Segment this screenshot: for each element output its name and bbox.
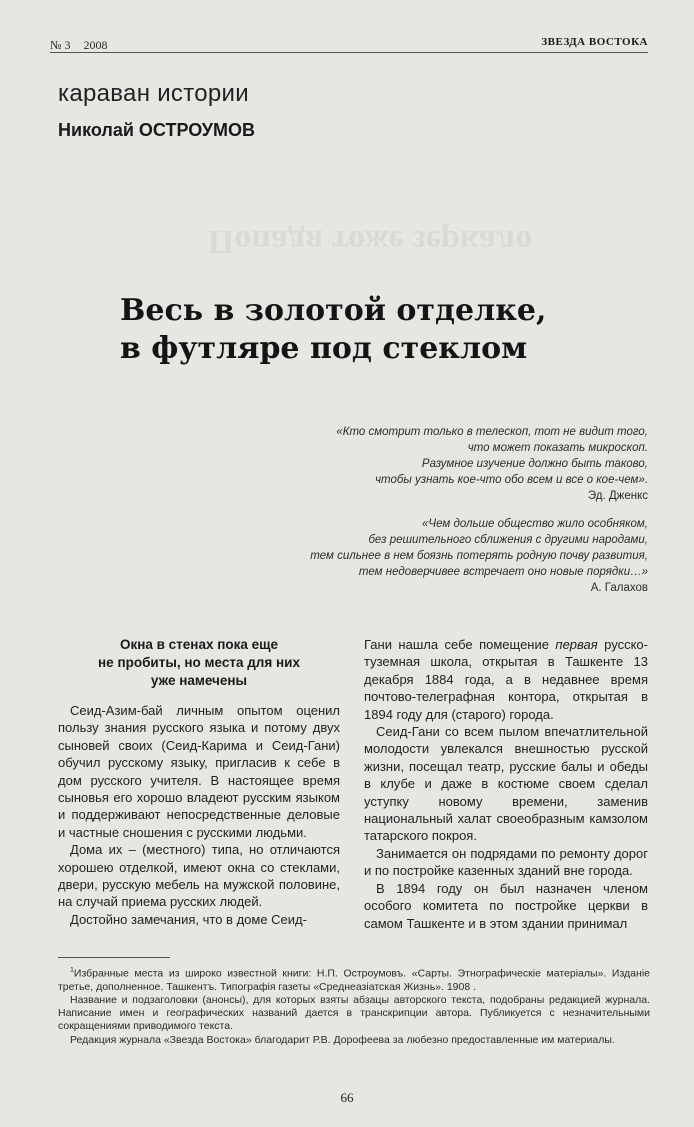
article-title (120, 292, 620, 368)
header-rule (50, 52, 648, 53)
title-line-1: Весь в золотой отделке, (120, 293, 547, 328)
epigraph-2 (228, 516, 648, 596)
title-line-2: в футляре под стеклом (120, 331, 528, 366)
epigraph-author: Эд. Дженкс (587, 490, 648, 502)
left-column (58, 636, 340, 928)
rubric: караван истории (58, 80, 249, 107)
text-run: Гани нашла себе помещение (364, 637, 556, 652)
footnote-rule (58, 957, 170, 958)
issue-year: 2008 (83, 38, 108, 52)
epigraph-line: Разумное изучение должно быть таково, (421, 458, 648, 470)
emphasis: первая (555, 637, 598, 652)
paragraph: Сеид-Азим-бай личным опытом оценил пользу знания русского языка и потому двух сыновей своих (Сеид-Карима и Сеид-Гани) обучил русскому языку, пригласив к себе в дом русского учителя. В настоящее время сыновья его хорошо владеют русским языком и поддерживают непосредственные деловые и частные сношения с русскими людьми. (58, 703, 340, 840)
epigraph-author: А. Галахов (590, 582, 648, 594)
page-number: 66 (340, 1090, 354, 1105)
footnotes (58, 964, 650, 1047)
subheading-line: не пробиты, но места для них (98, 655, 300, 670)
epigraph-line: что может показать микроскоп. (467, 442, 648, 454)
bleed-through-text: Попадя тоже зеркало (207, 223, 533, 260)
epigraph-line: без решительного сближения с другими народами, (368, 534, 648, 546)
paragraph: Занимается он подрядами по ремонту дорог и по постройке казенных зданий вне города. (364, 845, 648, 879)
epigraph-line: «Кто смотрит только в телескоп, тот не видит того, (336, 426, 648, 438)
paragraph: В 1894 году он был назначен членом особого комитета по постройке церкви в самом Ташкенте и в этом здании принимал (364, 880, 648, 931)
journal-name: ЗВЕЗДА ВОСТОКА (541, 36, 648, 48)
epigraph-line: чтобы узнать кое-что обо всем и все о кое-чем». (375, 474, 648, 486)
epigraph-1 (228, 424, 648, 504)
issue-number: № 3 (50, 38, 71, 52)
paragraph (364, 636, 648, 723)
issue-info (50, 38, 107, 53)
footnote: Редакция журнала «Звезда Востока» благодарит Р.В. Дорофеева за любезно предоставленные им материалы. (70, 1033, 615, 1046)
right-column (364, 636, 648, 932)
subheading (58, 636, 340, 690)
paragraph: Достойно замечания, что в доме Сеид- (70, 911, 307, 927)
epigraph-line: тем недоверчивее встречает оно новые порядки…» (358, 566, 648, 578)
paragraph: Дома их – (местного) типа, но отличаются хорошею отделкой, имеют окна со стеклами, двери, русскую мебель на мужской половине, на случай приема русских людей. (58, 842, 340, 910)
author-name: Николай ОСТРОУМОВ (58, 120, 255, 140)
epigraph-line: тем сильнее в нем боязнь потерять родную почву развития, (310, 550, 648, 562)
footnote (58, 964, 650, 994)
subheading-line: Окна в стенах пока еще (119, 637, 279, 652)
paragraph: Сеид-Гани со всем пылом впечатлительной молодости увлекался внешностью русской жизни, посещал театр, русские балы и обеды в клубе и даже в костюме своем сделал уступку новому времени, заменив национальный халат своеобразным камзолом татарского покроя. (364, 724, 648, 844)
footnote: Название и подзаголовки (анонсы), для которых взяты абзацы авторского текста, подобраны редакцией журнала. Написание имен и географических названий дается в транскрипции автора. Публикуется с незначительными сокращениями приводимого текста. (58, 993, 650, 1033)
footnote-mark: 1 (70, 967, 74, 974)
text-run: русско-туземная школа, открытая в Ташкенте 13 декабря 1884 года, а в недавнее время почтово-телеграфная контора, открытая в 1894 году для (старого) города. (364, 637, 648, 722)
footnote-text: Избранные места из широко известной книги: Н.П. Остроумовъ. «Сарты. Этнографическіе матеріалы». Изданіе третье, дополненное. Ташкентъ. Типографія газеты «Среднеазіатская Жизнь». 1908 . (58, 967, 650, 993)
epigraph-line: «Чем дольше общество жило особняком, (421, 518, 648, 530)
subheading-line: уже намечены (150, 673, 248, 688)
